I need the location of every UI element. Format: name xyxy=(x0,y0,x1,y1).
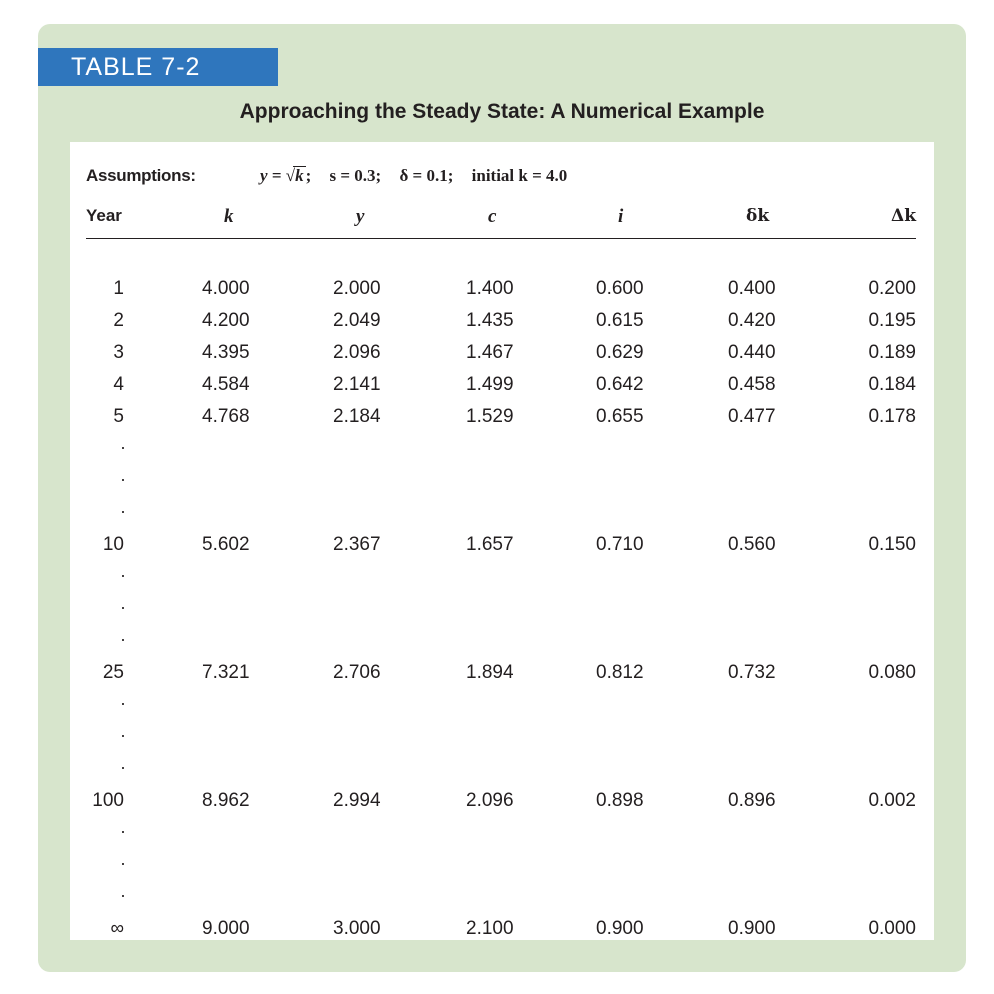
cell-y: 2.367 xyxy=(333,534,381,555)
ellipsis-dot: · xyxy=(120,757,126,777)
assumptions-math xyxy=(260,166,581,186)
cell-i: 0.629 xyxy=(596,342,644,363)
cell-Dk: 0.184 xyxy=(868,374,916,395)
cell-k: 4.584 xyxy=(202,374,250,395)
table-row xyxy=(86,374,916,398)
assumptions-label: Assumptions: xyxy=(86,166,196,185)
production-lhs: y = xyxy=(260,166,286,185)
cell-k: 9.000 xyxy=(202,918,250,939)
ellipsis-dot: · xyxy=(120,725,126,745)
initial-capital: initial k = 4.0 xyxy=(471,166,568,185)
header-depreciation: δk xyxy=(746,206,770,226)
production-radicand: k xyxy=(295,166,304,185)
ellipsis-dot: · xyxy=(120,853,126,873)
cell-dk: 0.400 xyxy=(728,278,776,299)
header-c: c xyxy=(488,206,497,227)
cell-dk: 0.896 xyxy=(728,790,776,811)
ellipsis-dot: · xyxy=(120,501,126,521)
cell-c: 1.467 xyxy=(466,342,514,363)
cell-dk: 0.477 xyxy=(728,406,776,427)
ellipsis-dot: · xyxy=(120,629,126,649)
ellipsis-dot: · xyxy=(120,693,126,713)
ellipsis-dot: · xyxy=(120,597,126,617)
ellipsis-dot: · xyxy=(120,469,126,489)
cell-y: 2.049 xyxy=(333,310,381,331)
cell-year: 100 xyxy=(92,790,124,811)
cell-c: 1.657 xyxy=(466,534,514,555)
cell-Dk: 0.000 xyxy=(868,918,916,939)
cell-y: 2.096 xyxy=(333,342,381,363)
cell-c: 1.529 xyxy=(466,406,514,427)
cell-dk: 0.732 xyxy=(728,662,776,683)
saving-rate: s = 0.3; xyxy=(329,166,382,185)
cell-dk: 0.560 xyxy=(728,534,776,555)
cell-dk: 0.420 xyxy=(728,310,776,331)
cell-k: 4.395 xyxy=(202,342,250,363)
cell-i: 0.898 xyxy=(596,790,644,811)
table-row xyxy=(86,790,916,814)
cell-year: 10 xyxy=(102,534,124,555)
cell-c: 1.894 xyxy=(466,662,514,683)
ellipsis-dot: · xyxy=(120,821,126,841)
cell-year: ∞ xyxy=(110,918,124,939)
cell-year: 25 xyxy=(102,662,124,683)
header-y: y xyxy=(356,206,365,227)
header-k: k xyxy=(224,206,234,227)
cell-i: 0.655 xyxy=(596,406,644,427)
cell-year: 3 xyxy=(113,342,124,363)
header-i: i xyxy=(618,206,624,227)
cell-year: 2 xyxy=(113,310,124,331)
cell-i: 0.600 xyxy=(596,278,644,299)
table-row xyxy=(86,406,916,430)
cell-k: 7.321 xyxy=(202,662,250,683)
cell-Dk: 0.002 xyxy=(868,790,916,811)
cell-k: 4.768 xyxy=(202,406,250,427)
cell-i: 0.710 xyxy=(596,534,644,555)
table-row xyxy=(86,918,916,942)
depreciation-rate: δ = 0.1; xyxy=(399,166,454,185)
cell-dk: 0.900 xyxy=(728,918,776,939)
table-header xyxy=(86,206,916,239)
cell-Dk: 0.189 xyxy=(868,342,916,363)
cell-dk: 0.440 xyxy=(728,342,776,363)
cell-Dk: 0.200 xyxy=(868,278,916,299)
cell-year: 1 xyxy=(113,278,124,299)
ellipsis-dot: · xyxy=(120,437,126,457)
cell-k: 5.602 xyxy=(202,534,250,555)
table-row xyxy=(86,534,916,558)
cell-y: 2.184 xyxy=(333,406,381,427)
ellipsis-dot: · xyxy=(120,565,126,585)
cell-y: 2.000 xyxy=(333,278,381,299)
header-change-k: Δk xyxy=(891,206,916,226)
table-number-label: TABLE 7-2 xyxy=(38,48,278,86)
cell-k: 4.200 xyxy=(202,310,250,331)
cell-year: 5 xyxy=(113,406,124,427)
table-panel xyxy=(38,24,966,972)
production-end: ; xyxy=(305,166,312,185)
cell-i: 0.615 xyxy=(596,310,644,331)
cell-c: 1.435 xyxy=(466,310,514,331)
cell-Dk: 0.150 xyxy=(868,534,916,555)
cell-i: 0.900 xyxy=(596,918,644,939)
cell-c: 1.400 xyxy=(466,278,514,299)
table-card xyxy=(70,142,934,940)
table-row xyxy=(86,662,916,686)
table-row xyxy=(86,310,916,334)
table-row xyxy=(86,342,916,366)
cell-c: 2.096 xyxy=(466,790,514,811)
cell-k: 8.962 xyxy=(202,790,250,811)
cell-Dk: 0.195 xyxy=(868,310,916,331)
table-row xyxy=(86,278,916,302)
cell-y: 2.706 xyxy=(333,662,381,683)
assumptions-line xyxy=(86,166,568,194)
header-year: Year xyxy=(86,206,122,225)
cell-year: 4 xyxy=(113,374,124,395)
cell-y: 2.141 xyxy=(333,374,381,395)
cell-c: 1.499 xyxy=(466,374,514,395)
cell-k: 4.000 xyxy=(202,278,250,299)
cell-Dk: 0.178 xyxy=(868,406,916,427)
cell-dk: 0.458 xyxy=(728,374,776,395)
cell-y: 2.994 xyxy=(333,790,381,811)
ellipsis-dot: · xyxy=(120,885,126,905)
cell-i: 0.642 xyxy=(596,374,644,395)
cell-c: 2.100 xyxy=(466,918,514,939)
cell-i: 0.812 xyxy=(596,662,644,683)
production-function: y = √k ; xyxy=(260,166,312,185)
table-title: Approaching the Steady State: A Numerical Example xyxy=(239,100,765,123)
cell-Dk: 0.080 xyxy=(868,662,916,683)
cell-y: 3.000 xyxy=(333,918,381,939)
